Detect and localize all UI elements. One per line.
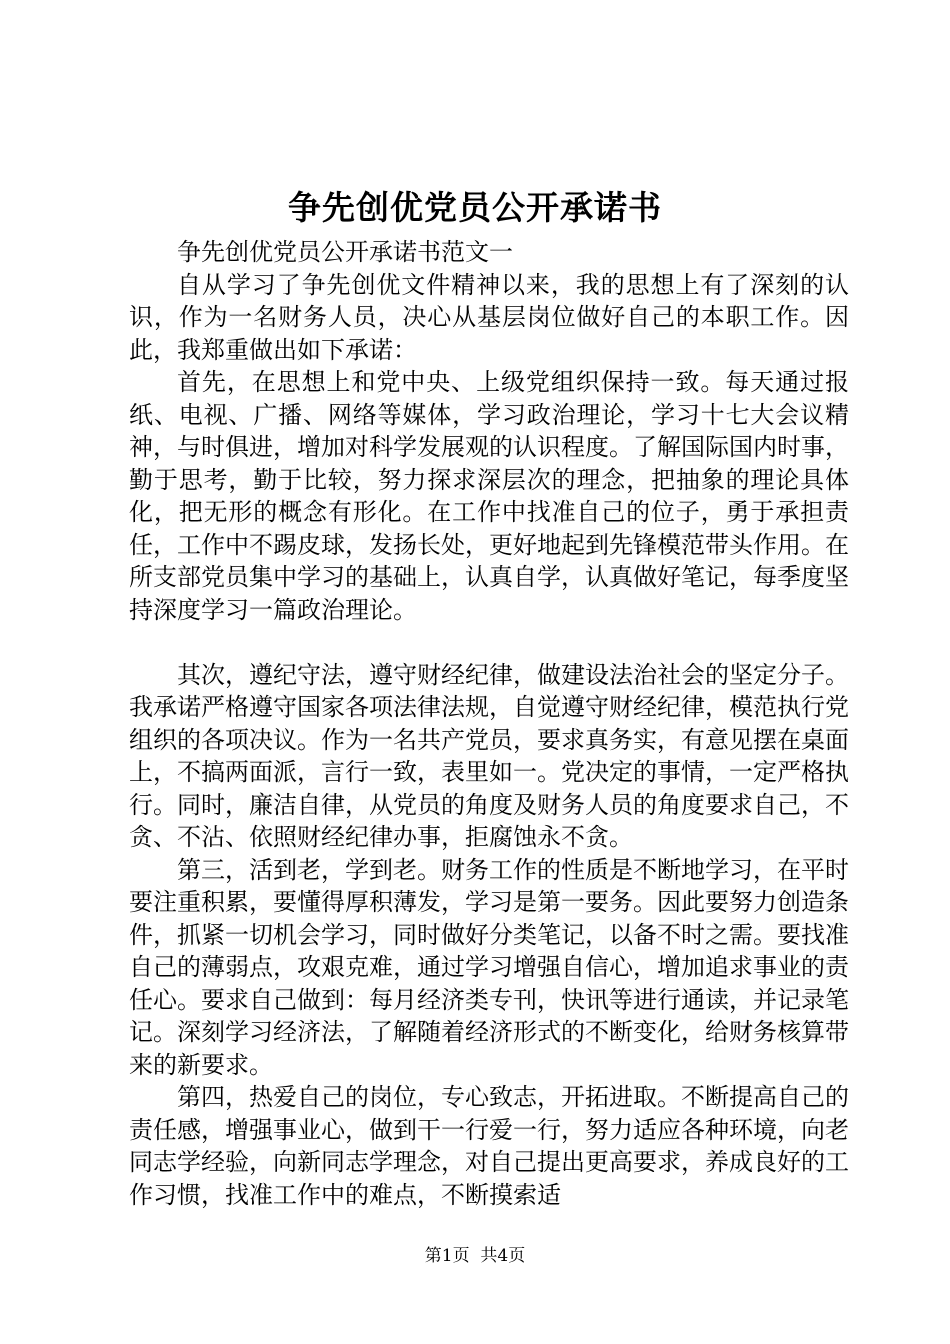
paragraph-third: 第三，活到老，学到老。财务工作的性质是不断地学习，在平时要注重积累，要懂得厚积薄发，学习是第一要务。因此要努力创造条件，抓紧一切机会学习，同时做好分类笔记，以备不时之需。要找准自己的薄弱点，攻艰克难，通过学习增强自信心，增加追求事业的责任心。要求自己做到：每月经济类专刊，快讯等进行通读，并记录笔记。深刻学习经济法，了解随着经济形式的不断变化，给财务核算带来的新要求。 xyxy=(129,855,849,1079)
paragraph-first: 首先，在思想上和党中央、上级党组织保持一致。每天通过报纸、电视、广播、网络等媒体，学习政治理论，学习十七大会议精神，与时俱进，增加对科学发展观的认识程度。了解国际国内时事，勤于思考，勤于比较，努力探求深层次的理念，把抽象的理论具体化，把无形的概念有形化。在工作中找准自己的位子，勇于承担责任，工作中不踢皮球，发扬长处，更好地起到先锋模范带头作用。在所支部党员集中学习的基础上，认真自学，认真做好笔记，每季度坚持深度学习一篇政治理论。 xyxy=(129,368,849,624)
document-body xyxy=(129,236,849,1211)
paragraph-second: 其次，遵纪守法，遵守财经纪律，做建设法治社会的坚定分子。我承诺严格遵守国家各项法律法规，自觉遵守财经纪律，模范执行党组织的各项决议。作为一名共产党员，要求真务实，有意见摆在桌面上，不搞两面派，言行一致，表里如一。党决定的事情，一定严格执行。同时，廉洁自律，从党员的角度及财务人员的角度要求自己，不贪、不沾、依照财经纪律办事，拒腐蚀永不贪。 xyxy=(129,660,849,851)
page-number: 第1页 xyxy=(424,1246,470,1266)
page-title: 争先创优党员公开承诺书 xyxy=(288,188,662,227)
paragraph-subtitle: 争先创优党员公开承诺书范文一 xyxy=(177,238,513,266)
paragraph-intro: 自从学习了争先创优文件精神以来，我的思想上有了深刻的认识，作为一名财务人员，决心从基层岗位做好自己的本职工作。因此，我郑重做出如下承诺： xyxy=(129,270,849,364)
paragraph-fourth: 第四，热爱自己的岗位，专心致志，开拓进取。不断提高自己的责任感，增强事业心，做到干一行爱一行，努力适应各种环境，向老同志学经验，向新同志学理念，对自己提出更高要求，养成良好的工作习惯，找准工作中的难点，不断摸索适 xyxy=(129,1083,849,1209)
page-total: 共4页 xyxy=(480,1246,526,1266)
page-footer xyxy=(0,1244,950,1268)
